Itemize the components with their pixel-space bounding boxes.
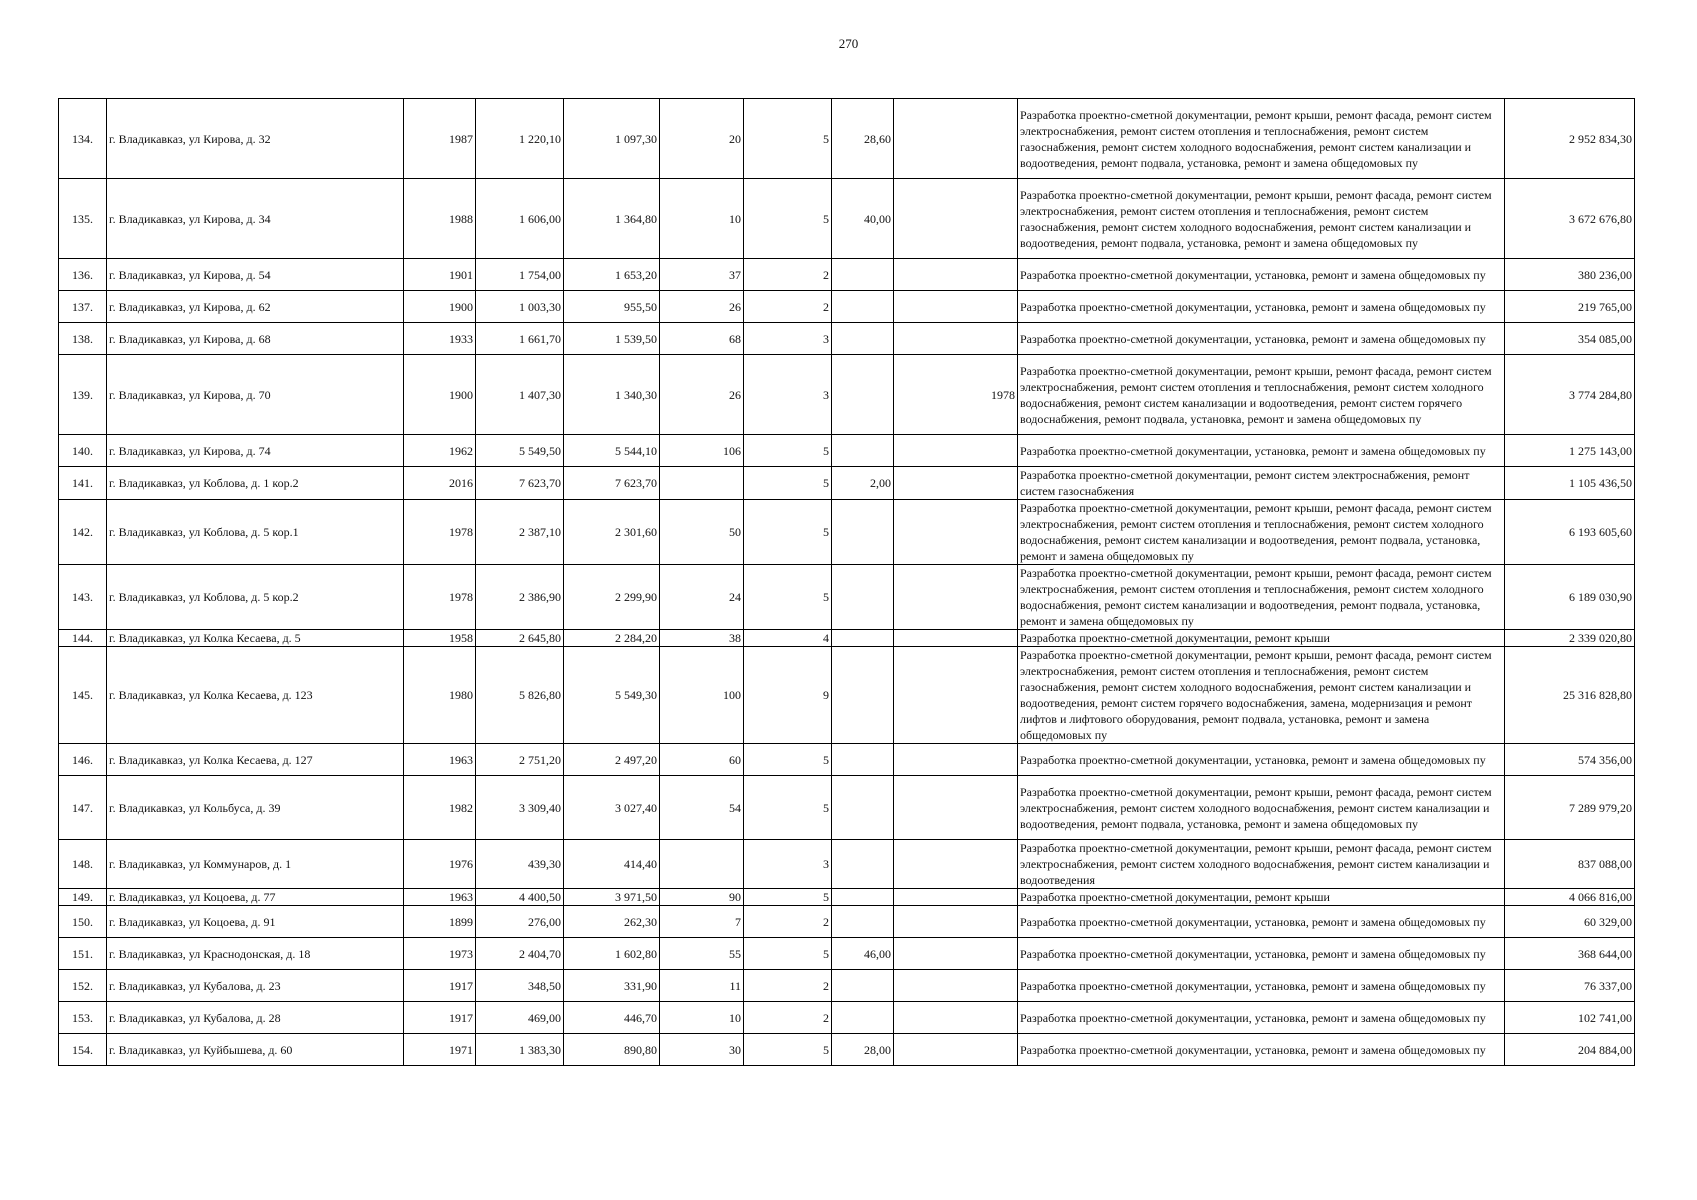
table-row: [59, 99, 1635, 179]
floors-cell: 2: [744, 1002, 832, 1034]
wear-cell: [832, 744, 894, 776]
living-area-cell: 2 299,90: [564, 565, 660, 630]
total-area-cell: 2 645,80: [476, 630, 564, 647]
cost-cell: 25 316 828,80: [1505, 647, 1635, 744]
table-row: [59, 179, 1635, 259]
works-cell: Разработка проектно-сметной документации, ремонт крыши: [1018, 889, 1505, 906]
floors-cell: 5: [744, 1034, 832, 1066]
row-number: 138.: [59, 323, 107, 355]
living-area-cell: 3 971,50: [564, 889, 660, 906]
last-repair-year-cell: [894, 840, 1018, 889]
floors-cell: 3: [744, 840, 832, 889]
wear-cell: 2,00: [832, 467, 894, 500]
living-area-cell: 5 544,10: [564, 435, 660, 467]
address-cell: г. Владикавказ, ул Кирова, д. 62: [107, 291, 404, 323]
works-cell: Разработка проектно-сметной документации, установка, ремонт и замена общедомовых пу: [1018, 906, 1505, 938]
address-cell: г. Владикавказ, ул Кирова, д. 34: [107, 179, 404, 259]
living-area-cell: 1 653,20: [564, 259, 660, 291]
floors-cell: 2: [744, 970, 832, 1002]
works-cell: Разработка проектно-сметной документации, установка, ремонт и замена общедомовых пу: [1018, 259, 1505, 291]
living-area-cell: 446,70: [564, 1002, 660, 1034]
last-repair-year-cell: [894, 291, 1018, 323]
works-cell: Разработка проектно-сметной документации, ремонт крыши: [1018, 630, 1505, 647]
residents-cell: 100: [660, 647, 744, 744]
total-area-cell: 2 404,70: [476, 938, 564, 970]
row-number: 145.: [59, 647, 107, 744]
address-cell: г. Владикавказ, ул Кирова, д. 54: [107, 259, 404, 291]
row-number: 151.: [59, 938, 107, 970]
residents-cell: 106: [660, 435, 744, 467]
last-repair-year-cell: [894, 906, 1018, 938]
total-area-cell: 2 386,90: [476, 565, 564, 630]
living-area-cell: 1 539,50: [564, 323, 660, 355]
wear-cell: [832, 500, 894, 565]
living-area-cell: 331,90: [564, 970, 660, 1002]
works-cell: Разработка проектно-сметной документации, установка, ремонт и замена общедомовых пу: [1018, 435, 1505, 467]
living-area-cell: 7 623,70: [564, 467, 660, 500]
table-body: [59, 99, 1635, 1066]
floors-cell: 5: [744, 467, 832, 500]
row-number: 149.: [59, 889, 107, 906]
last-repair-year-cell: [894, 435, 1018, 467]
table-row: [59, 355, 1635, 435]
works-cell: Разработка проектно-сметной документации, установка, ремонт и замена общедомовых пу: [1018, 323, 1505, 355]
total-area-cell: 469,00: [476, 1002, 564, 1034]
build-year-cell: 1899: [404, 906, 476, 938]
address-cell: г. Владикавказ, ул Коблова, д. 1 кор.2: [107, 467, 404, 500]
works-cell: Разработка проектно-сметной документации, установка, ремонт и замена общедомовых пу: [1018, 938, 1505, 970]
row-number: 150.: [59, 906, 107, 938]
last-repair-year-cell: [894, 500, 1018, 565]
floors-cell: 5: [744, 99, 832, 179]
floors-cell: 5: [744, 938, 832, 970]
wear-cell: [832, 889, 894, 906]
floors-cell: 5: [744, 776, 832, 840]
living-area-cell: 414,40: [564, 840, 660, 889]
cost-cell: 6 193 605,60: [1505, 500, 1635, 565]
address-cell: г. Владикавказ, ул Кирова, д. 74: [107, 435, 404, 467]
last-repair-year-cell: [894, 970, 1018, 1002]
last-repair-year-cell: [894, 1002, 1018, 1034]
total-area-cell: 2 387,10: [476, 500, 564, 565]
living-area-cell: 890,80: [564, 1034, 660, 1066]
table-row: [59, 565, 1635, 630]
address-cell: г. Владикавказ, ул Колка Кесаева, д. 5: [107, 630, 404, 647]
last-repair-year-cell: [894, 889, 1018, 906]
total-area-cell: 3 309,40: [476, 776, 564, 840]
works-cell: Разработка проектно-сметной документации, ремонт крыши, ремонт фасада, ремонт систем электроснабжения, ремонт систем отопления и теплоснабжения, ремонт систем холодного водоснабжения, ремонт систем канализации и водоотведения, ремонт систем горячего водоснабжения, ремонт подвала, установка, ремонт и замена общедомовых пу: [1018, 355, 1505, 435]
cost-cell: 3 774 284,80: [1505, 355, 1635, 435]
table-row: [59, 435, 1635, 467]
cost-cell: 219 765,00: [1505, 291, 1635, 323]
total-area-cell: 1 220,10: [476, 99, 564, 179]
wear-cell: [832, 355, 894, 435]
total-area-cell: 1 407,30: [476, 355, 564, 435]
build-year-cell: 2016: [404, 467, 476, 500]
residents-cell: 54: [660, 776, 744, 840]
build-year-cell: 1900: [404, 291, 476, 323]
build-year-cell: 1962: [404, 435, 476, 467]
total-area-cell: 4 400,50: [476, 889, 564, 906]
living-area-cell: 1 602,80: [564, 938, 660, 970]
residents-cell: 24: [660, 565, 744, 630]
last-repair-year-cell: 1978: [894, 355, 1018, 435]
living-area-cell: 2 284,20: [564, 630, 660, 647]
residents-cell: 50: [660, 500, 744, 565]
residents-cell: 90: [660, 889, 744, 906]
address-cell: г. Владикавказ, ул Кирова, д. 32: [107, 99, 404, 179]
living-area-cell: 3 027,40: [564, 776, 660, 840]
build-year-cell: 1978: [404, 500, 476, 565]
wear-cell: [832, 323, 894, 355]
row-number: 144.: [59, 630, 107, 647]
floors-cell: 4: [744, 630, 832, 647]
wear-cell: [832, 1002, 894, 1034]
residents-cell: 38: [660, 630, 744, 647]
cost-cell: 1 275 143,00: [1505, 435, 1635, 467]
last-repair-year-cell: [894, 938, 1018, 970]
last-repair-year-cell: [894, 647, 1018, 744]
last-repair-year-cell: [894, 744, 1018, 776]
works-cell: Разработка проектно-сметной документации, установка, ремонт и замена общедомовых пу: [1018, 1002, 1505, 1034]
address-cell: г. Владикавказ, ул Кирова, д. 70: [107, 355, 404, 435]
total-area-cell: 439,30: [476, 840, 564, 889]
last-repair-year-cell: [894, 323, 1018, 355]
table-row: [59, 467, 1635, 500]
last-repair-year-cell: [894, 776, 1018, 840]
works-cell: Разработка проектно-сметной документации, ремонт крыши, ремонт фасада, ремонт систем электроснабжения, ремонт систем отопления и теплоснабжения, ремонт систем холодного водоснабжения, ремонт систем канализации и водоотведения, ремонт подвала, установка, ремонт и замена общедомовых пу: [1018, 565, 1505, 630]
table-row: [59, 259, 1635, 291]
works-cell: Разработка проектно-сметной документации, ремонт систем электроснабжения, ремонт систем газоснабжения: [1018, 467, 1505, 500]
build-year-cell: 1900: [404, 355, 476, 435]
total-area-cell: 1 754,00: [476, 259, 564, 291]
last-repair-year-cell: [894, 179, 1018, 259]
works-cell: Разработка проектно-сметной документации, ремонт крыши, ремонт фасада, ремонт систем электроснабжения, ремонт систем отопления и теплоснабжения, ремонт систем газоснабжения, ремонт систем холодного водоснабжения, ремонт систем канализации и водоотведения, ремонт подвала, установка, ремонт и замена общедомовых пу: [1018, 99, 1505, 179]
row-number: 143.: [59, 565, 107, 630]
table-row: [59, 1034, 1635, 1066]
cost-cell: 380 236,00: [1505, 259, 1635, 291]
total-area-cell: 5 549,50: [476, 435, 564, 467]
row-number: 152.: [59, 970, 107, 1002]
table-row: [59, 744, 1635, 776]
cost-cell: 4 066 816,00: [1505, 889, 1635, 906]
floors-cell: 5: [744, 500, 832, 565]
living-area-cell: 955,50: [564, 291, 660, 323]
wear-cell: 28,60: [832, 99, 894, 179]
build-year-cell: 1988: [404, 179, 476, 259]
living-area-cell: 5 549,30: [564, 647, 660, 744]
residents-cell: 26: [660, 291, 744, 323]
last-repair-year-cell: [894, 1034, 1018, 1066]
table-row: [59, 970, 1635, 1002]
address-cell: г. Владикавказ, ул Коцоева, д. 77: [107, 889, 404, 906]
living-area-cell: 2 497,20: [564, 744, 660, 776]
table-row: [59, 1002, 1635, 1034]
address-cell: г. Владикавказ, ул Коммунаров, д. 1: [107, 840, 404, 889]
wear-cell: [832, 906, 894, 938]
wear-cell: [832, 565, 894, 630]
cost-cell: 7 289 979,20: [1505, 776, 1635, 840]
build-year-cell: 1901: [404, 259, 476, 291]
total-area-cell: 348,50: [476, 970, 564, 1002]
address-cell: г. Владикавказ, ул Кубалова, д. 28: [107, 1002, 404, 1034]
address-cell: г. Владикавказ, ул Коблова, д. 5 кор.1: [107, 500, 404, 565]
floors-cell: 5: [744, 744, 832, 776]
cost-cell: 2 339 020,80: [1505, 630, 1635, 647]
build-year-cell: 1971: [404, 1034, 476, 1066]
last-repair-year-cell: [894, 99, 1018, 179]
row-number: 134.: [59, 99, 107, 179]
works-cell: Разработка проектно-сметной документации, ремонт крыши, ремонт фасада, ремонт систем электроснабжения, ремонт систем отопления и теплоснабжения, ремонт систем газоснабжения, ремонт систем холодного водоснабжения, ремонт систем канализации и водоотведения, ремонт подвала, установка, ремонт и замена общедомовых пу: [1018, 179, 1505, 259]
residents-cell: 20: [660, 99, 744, 179]
wear-cell: [832, 259, 894, 291]
address-cell: г. Владикавказ, ул Кольбуса, д. 39: [107, 776, 404, 840]
living-area-cell: 1 097,30: [564, 99, 660, 179]
floors-cell: 3: [744, 323, 832, 355]
table-row: [59, 291, 1635, 323]
build-year-cell: 1917: [404, 1002, 476, 1034]
floors-cell: 2: [744, 259, 832, 291]
works-cell: Разработка проектно-сметной документации, установка, ремонт и замена общедомовых пу: [1018, 970, 1505, 1002]
total-area-cell: 1 606,00: [476, 179, 564, 259]
row-number: 142.: [59, 500, 107, 565]
residents-cell: 10: [660, 179, 744, 259]
cost-cell: 2 952 834,30: [1505, 99, 1635, 179]
build-year-cell: 1987: [404, 99, 476, 179]
table-row: [59, 840, 1635, 889]
wear-cell: [832, 291, 894, 323]
cost-cell: 76 337,00: [1505, 970, 1635, 1002]
address-cell: г. Владикавказ, ул Коцоева, д. 91: [107, 906, 404, 938]
works-cell: Разработка проектно-сметной документации, установка, ремонт и замена общедомовых пу: [1018, 1034, 1505, 1066]
residents-cell: 10: [660, 1002, 744, 1034]
residents-cell: 37: [660, 259, 744, 291]
page-number: 270: [838, 36, 859, 51]
floors-cell: 2: [744, 906, 832, 938]
build-year-cell: 1978: [404, 565, 476, 630]
build-year-cell: 1963: [404, 889, 476, 906]
build-year-cell: 1980: [404, 647, 476, 744]
floors-cell: 5: [744, 179, 832, 259]
residents-cell: [660, 840, 744, 889]
row-number: 135.: [59, 179, 107, 259]
wear-cell: 28,00: [832, 1034, 894, 1066]
last-repair-year-cell: [894, 259, 1018, 291]
housing-repair-table: [58, 98, 1635, 1066]
row-number: 139.: [59, 355, 107, 435]
row-number: 140.: [59, 435, 107, 467]
living-area-cell: 1 340,30: [564, 355, 660, 435]
total-area-cell: 7 623,70: [476, 467, 564, 500]
floors-cell: 3: [744, 355, 832, 435]
cost-cell: 6 189 030,90: [1505, 565, 1635, 630]
row-number: 154.: [59, 1034, 107, 1066]
residents-cell: 7: [660, 906, 744, 938]
build-year-cell: 1958: [404, 630, 476, 647]
last-repair-year-cell: [894, 565, 1018, 630]
cost-cell: 60 329,00: [1505, 906, 1635, 938]
build-year-cell: 1976: [404, 840, 476, 889]
row-number: 141.: [59, 467, 107, 500]
total-area-cell: 2 751,20: [476, 744, 564, 776]
residents-cell: [660, 467, 744, 500]
address-cell: г. Владикавказ, ул Куйбышева, д. 60: [107, 1034, 404, 1066]
wear-cell: 40,00: [832, 179, 894, 259]
row-number: 146.: [59, 744, 107, 776]
address-cell: г. Владикавказ, ул Краснодонская, д. 18: [107, 938, 404, 970]
residents-cell: 30: [660, 1034, 744, 1066]
table-row: [59, 776, 1635, 840]
cost-cell: 574 356,00: [1505, 744, 1635, 776]
total-area-cell: 1 003,30: [476, 291, 564, 323]
wear-cell: [832, 840, 894, 889]
wear-cell: [832, 776, 894, 840]
last-repair-year-cell: [894, 630, 1018, 647]
build-year-cell: 1933: [404, 323, 476, 355]
table-row: [59, 889, 1635, 906]
address-cell: г. Владикавказ, ул Кубалова, д. 23: [107, 970, 404, 1002]
address-cell: г. Владикавказ, ул Колка Кесаева, д. 123: [107, 647, 404, 744]
row-number: 153.: [59, 1002, 107, 1034]
wear-cell: [832, 435, 894, 467]
works-cell: Разработка проектно-сметной документации, установка, ремонт и замена общедомовых пу: [1018, 744, 1505, 776]
floors-cell: 9: [744, 647, 832, 744]
total-area-cell: 1 661,70: [476, 323, 564, 355]
table-row: [59, 906, 1635, 938]
wear-cell: [832, 647, 894, 744]
total-area-cell: 5 826,80: [476, 647, 564, 744]
table-row: [59, 323, 1635, 355]
residents-cell: 68: [660, 323, 744, 355]
cost-cell: 204 884,00: [1505, 1034, 1635, 1066]
residents-cell: 11: [660, 970, 744, 1002]
works-cell: Разработка проектно-сметной документации, ремонт крыши, ремонт фасада, ремонт систем электроснабжения, ремонт систем холодного водоснабжения, ремонт систем канализации и водоотведения, ремонт подвала, установка, ремонт и замена общедомовых пу: [1018, 776, 1505, 840]
address-cell: г. Владикавказ, ул Кирова, д. 68: [107, 323, 404, 355]
living-area-cell: 1 364,80: [564, 179, 660, 259]
row-number: 137.: [59, 291, 107, 323]
works-cell: Разработка проектно-сметной документации, ремонт крыши, ремонт фасада, ремонт систем электроснабжения, ремонт систем холодного водоснабжения, ремонт систем канализации и водоотведения: [1018, 840, 1505, 889]
cost-cell: 837 088,00: [1505, 840, 1635, 889]
cost-cell: 354 085,00: [1505, 323, 1635, 355]
works-cell: Разработка проектно-сметной документации, ремонт крыши, ремонт фасада, ремонт систем электроснабжения, ремонт систем отопления и теплоснабжения, ремонт систем холодного водоснабжения, ремонт систем канализации и водоотведения, ремонт подвала, установка, ремонт и замена общедомовых пу: [1018, 500, 1505, 565]
build-year-cell: 1973: [404, 938, 476, 970]
wear-cell: [832, 630, 894, 647]
wear-cell: [832, 970, 894, 1002]
row-number: 136.: [59, 259, 107, 291]
address-cell: г. Владикавказ, ул Колка Кесаева, д. 127: [107, 744, 404, 776]
cost-cell: 102 741,00: [1505, 1002, 1635, 1034]
floors-cell: 2: [744, 291, 832, 323]
row-number: 148.: [59, 840, 107, 889]
cost-cell: 1 105 436,50: [1505, 467, 1635, 500]
works-cell: Разработка проектно-сметной документации, установка, ремонт и замена общедомовых пу: [1018, 291, 1505, 323]
row-number: 147.: [59, 776, 107, 840]
cost-cell: 3 672 676,80: [1505, 179, 1635, 259]
wear-cell: 46,00: [832, 938, 894, 970]
living-area-cell: 262,30: [564, 906, 660, 938]
table-row: [59, 630, 1635, 647]
works-cell: Разработка проектно-сметной документации, ремонт крыши, ремонт фасада, ремонт систем электроснабжения, ремонт систем отопления и теплоснабжения, ремонт систем газоснабжения, ремонт систем холодного водоснабжения, ремонт систем канализации и водоотведения, ремонт систем горячего водоснабжения, замена, модернизация и ремонт лифтов и лифтового оборудования, ремонт подвала, установка, ремонт и замена общедомовых пу: [1018, 647, 1505, 744]
living-area-cell: 2 301,60: [564, 500, 660, 565]
residents-cell: 60: [660, 744, 744, 776]
table-row: [59, 647, 1635, 744]
total-area-cell: 1 383,30: [476, 1034, 564, 1066]
total-area-cell: 276,00: [476, 906, 564, 938]
floors-cell: 5: [744, 889, 832, 906]
residents-cell: 26: [660, 355, 744, 435]
build-year-cell: 1963: [404, 744, 476, 776]
table-row: [59, 938, 1635, 970]
residents-cell: 55: [660, 938, 744, 970]
cost-cell: 368 644,00: [1505, 938, 1635, 970]
last-repair-year-cell: [894, 467, 1018, 500]
floors-cell: 5: [744, 435, 832, 467]
floors-cell: 5: [744, 565, 832, 630]
address-cell: г. Владикавказ, ул Коблова, д. 5 кор.2: [107, 565, 404, 630]
table-row: [59, 500, 1635, 565]
build-year-cell: 1917: [404, 970, 476, 1002]
build-year-cell: 1982: [404, 776, 476, 840]
